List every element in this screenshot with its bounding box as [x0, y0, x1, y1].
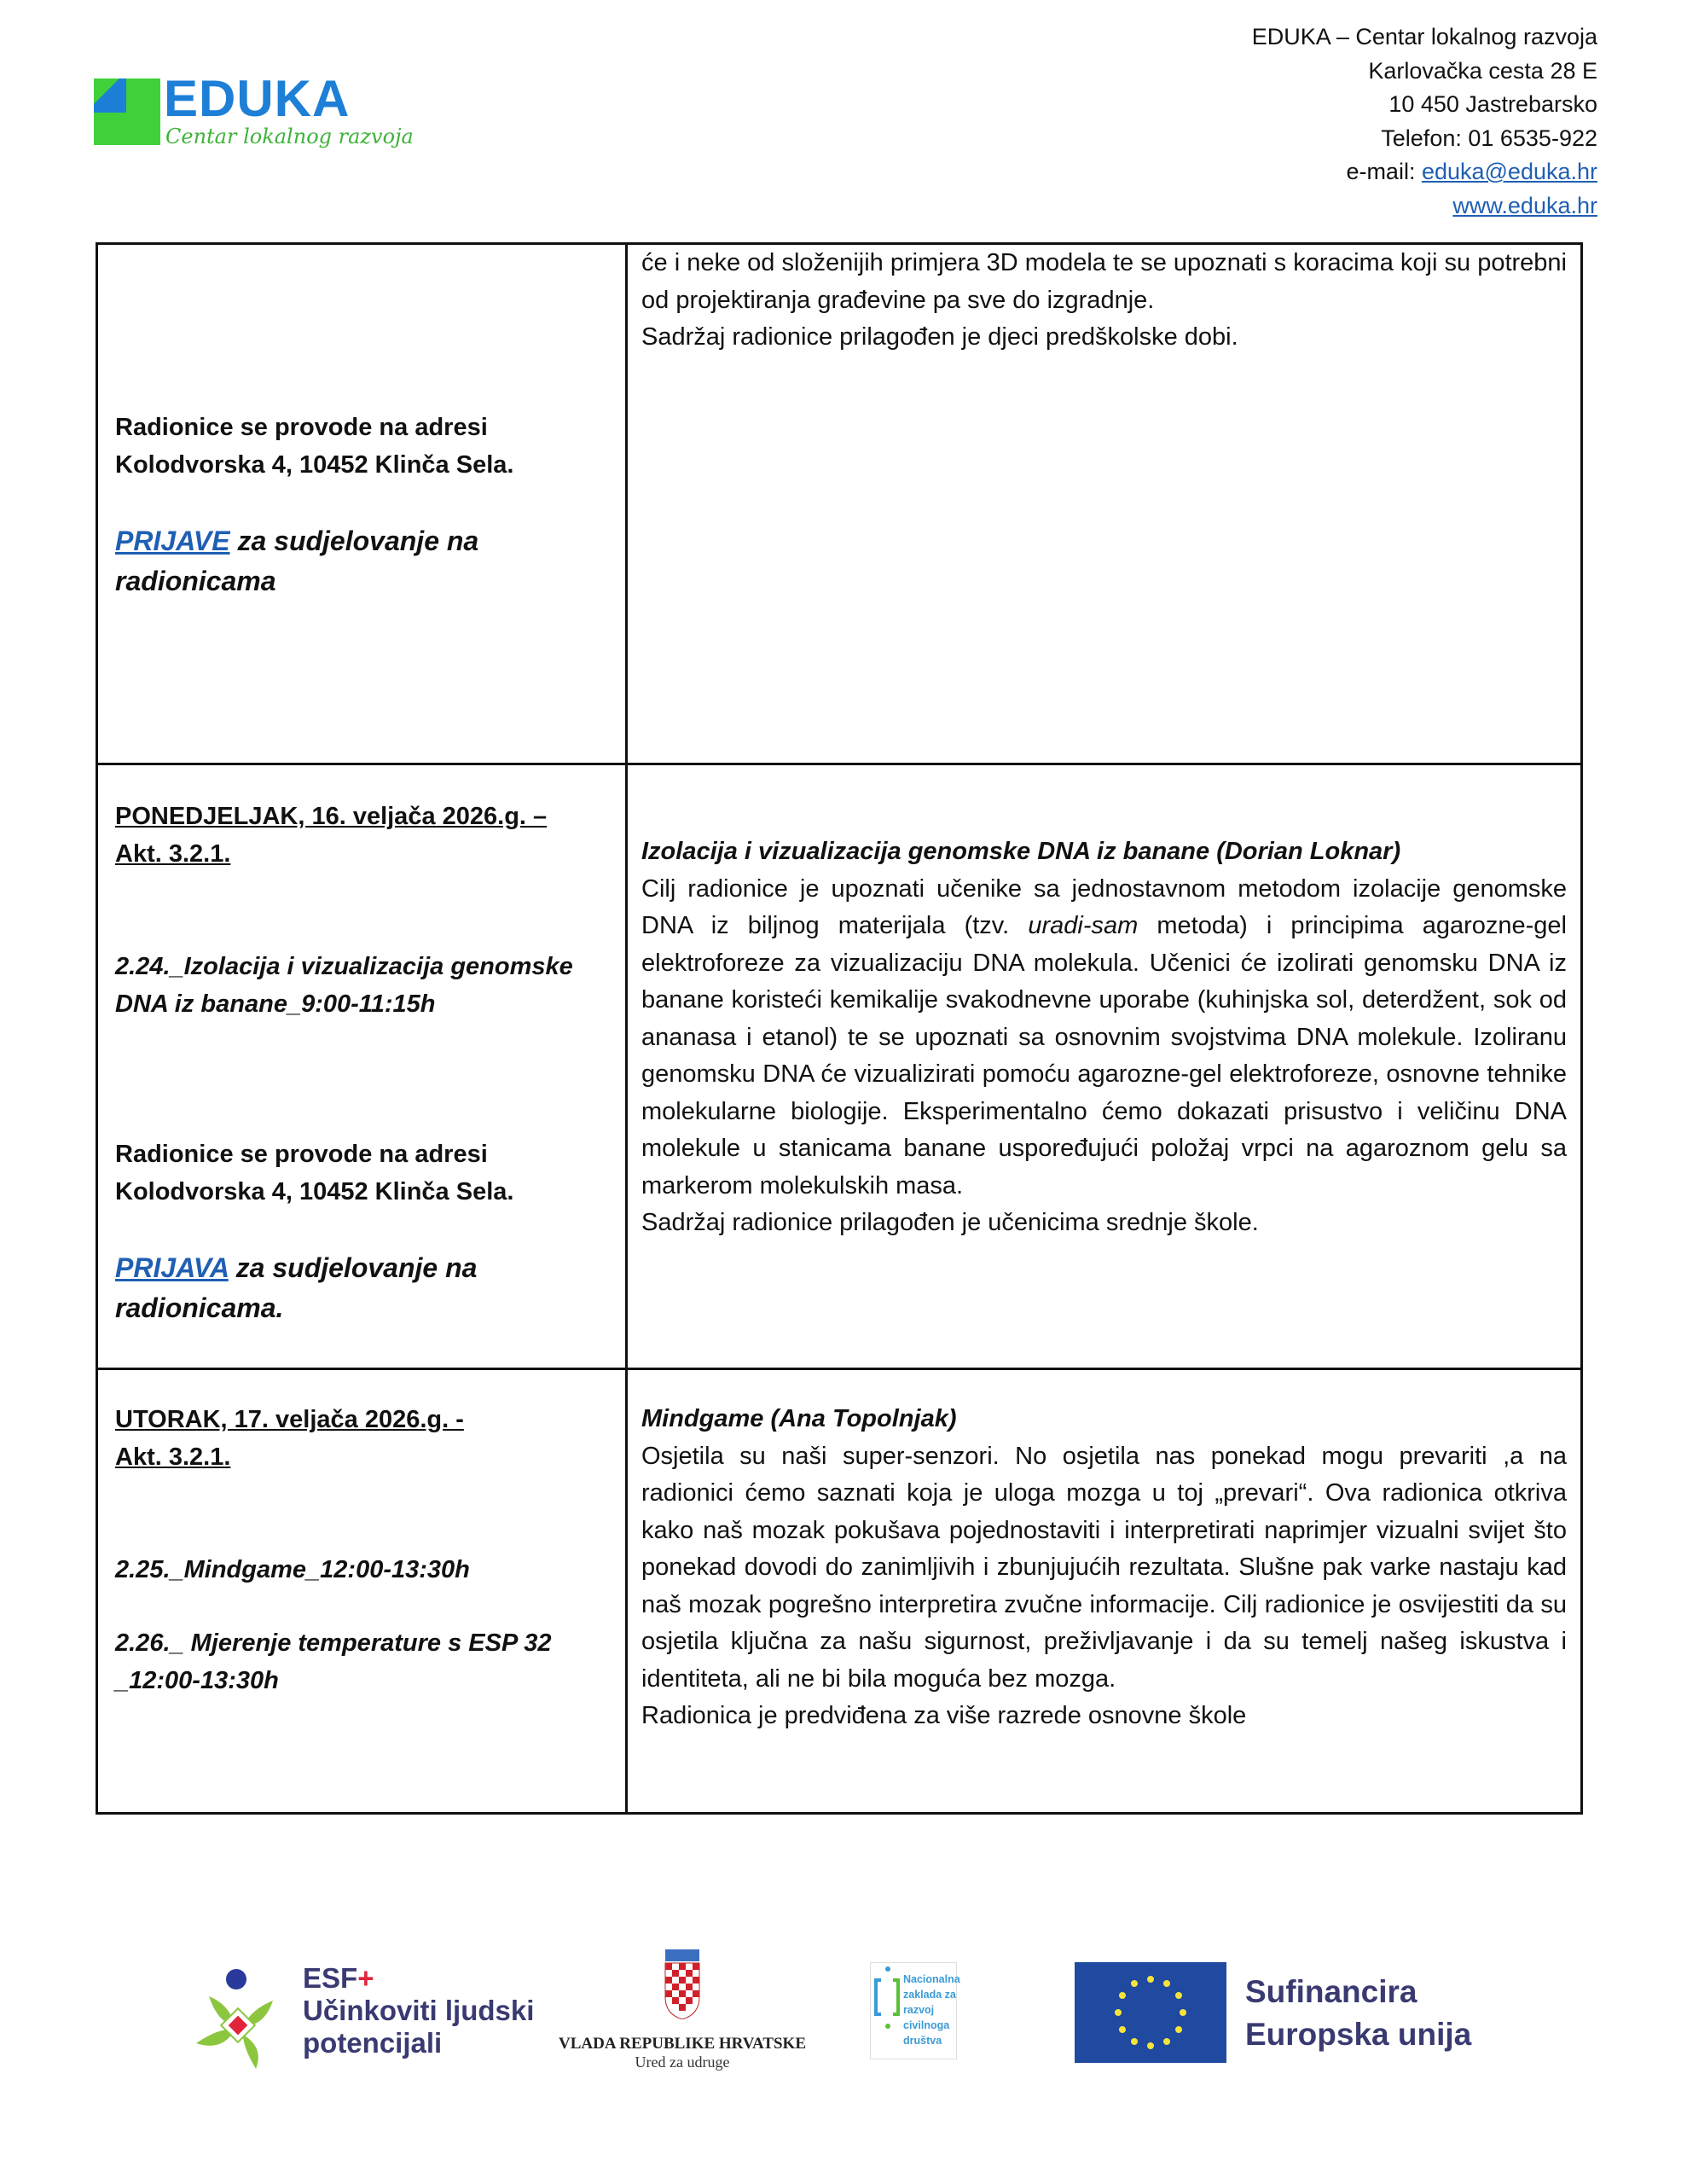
table-row — [97, 764, 1582, 1369]
activity-code: Akt. 3.2.1. — [115, 840, 231, 868]
vlada-title: VLADA REPUBLIKE HRVATSKE — [558, 2035, 807, 2053]
workshop-entry: 2.24._Izolacija i vizualizacija genomske DNA iz banane_9:00-11:15h — [115, 953, 573, 1018]
schedule-table — [96, 242, 1583, 1815]
workshop-entry: 2.25._Mindgame_12:00-13:30h — [115, 1556, 470, 1583]
workshop-title: Mindgame (Ana Topolnjak) — [641, 1405, 957, 1432]
table-row — [97, 244, 1582, 764]
vlada-subtitle: Ured za udruge — [635, 2053, 730, 2071]
location-line1: Radionice se provode na adresi — [115, 1141, 488, 1168]
description: će i neke od složenijih primjera 3D modela te se upoznati s koracima koji su potrebni od projektiranja građevine pa sve do izgradnje. — [641, 249, 1567, 314]
activity-code: Akt. 3.2.1. — [115, 1443, 231, 1471]
city: 10 450 Jastrebarsko — [1388, 91, 1597, 117]
audience: Sadržaj radionice prilagođen je učenicima srednje škole. — [641, 1209, 1259, 1236]
phone: Telefon: 01 6535-922 — [1381, 125, 1597, 151]
eduka-logo-mark-icon — [94, 78, 160, 145]
web-line — [1252, 189, 1597, 224]
left-cell — [97, 1369, 627, 1814]
workshop-entry: 2.26._ Mjerenje temperature s ESP 32 _12:00-13:30h — [115, 1629, 552, 1694]
street: Karlovačka cesta 28 E — [1368, 57, 1597, 84]
right-cell — [627, 244, 1582, 764]
eu-text: Sufinancira Europska unija — [1245, 1974, 1472, 2052]
table-row — [97, 1369, 1582, 1814]
left-cell — [97, 764, 627, 1369]
eu-flag — [1075, 1962, 1226, 2063]
eduka-wordmark: EDUKA — [164, 70, 351, 127]
nzr-logo — [870, 1962, 960, 2059]
signup-link[interactable]: PRIJAVA — [115, 1252, 229, 1283]
eduka-logo — [94, 70, 414, 160]
description: Cilj radionice je upoznati učenike sa jednostavnom metodom izolacije genomske DNA iz biljnog materijala (tzv. uradi-sam metoda) i principima agarozne-gel elektroforeze za vizualizaciju DNA molekula. Učenici će izolirati genomsku DNA iz banane koristeći kemikalije svakodnevne uporabe (kuhinjska sol, deterdžent, sok od ananasa i etanol) te se upoznati sa osnovnim svojstvima DNA molekule. Izoliranu genomsku DNA će vizualizirati pomoću agarozne-gel elektroforeze, osnovne tehnike molekularne biologije. Eksperimentalno ćemo dokazati prisustvo i veličinu DNA molekule u stanicama banane uspoređujući položaj vrpci na agaroznom gelu sa markerom molekulskih masa. — [641, 874, 1567, 1199]
org-name: EDUKA – Centar lokalnog razvoja — [1251, 24, 1597, 49]
location-line2: Kolodvorska 4, 10452 Klinča Sela. — [115, 1178, 514, 1205]
email-link[interactable]: eduka@eduka.hr — [1421, 159, 1597, 184]
esf-flower-icon — [192, 1962, 294, 2073]
left-cell — [97, 244, 627, 764]
email-line — [1252, 155, 1597, 189]
workshop-title: Izolacija i vizualizacija genomske DNA iz banane (Dorian Loknar) — [641, 838, 1401, 865]
location-line1: Radionice se provode na adresi — [115, 414, 488, 441]
nzr-text: Nacionalna zaklada za razvoj civilnoga društva — [903, 1973, 960, 2047]
right-cell — [627, 764, 1582, 1369]
signup-text: PRIJAVE za sudjelovanje na radionicama — [115, 526, 479, 596]
audience: Radionica je predviđena za više razrede osnovne škole — [641, 1702, 1247, 1729]
esf-text: ESF+ Učinkoviti ljudski potencijali — [303, 1962, 535, 2059]
eu-stars-icon — [1075, 1962, 1226, 2063]
email-label: e-mail: — [1346, 159, 1422, 184]
date-heading: UTORAK, 17. veljača 2026.g. - — [115, 1406, 464, 1433]
esf-logo — [192, 1962, 567, 2073]
contact-address — [1252, 20, 1597, 223]
signup-link[interactable]: PRIJAVE — [115, 526, 230, 556]
website-link[interactable]: www.eduka.hr — [1452, 192, 1597, 218]
signup-text: PRIJAVA za sudjelovanje na radionicama. — [115, 1252, 478, 1323]
sponsor-logos — [0, 1937, 1687, 2090]
right-cell — [627, 1369, 1582, 1814]
audience: Sadržaj radionice prilagođen je djeci predškolske dobi. — [641, 323, 1238, 351]
croatian-coat-of-arms-icon — [664, 1949, 701, 2019]
date-heading: PONEDJELJAK, 16. veljača 2026.g. – — [115, 803, 548, 830]
location-line2: Kolodvorska 4, 10452 Klinča Sela. — [115, 451, 514, 479]
vlada-logo — [554, 1949, 810, 2086]
eduka-tagline: Centar lokalnog razvoja — [165, 125, 414, 148]
description: Osjetila su naši super-senzori. No osjetila nas ponekad mogu prevariti ,a na radionici ćemo saznati koja je uloga mozga u toj „prevari“. Ova radionica otkriva kako naš mozak pokušava pojednostaviti i interpretirati naprimjer vizualni svijet što ponekad dovodi do zanimljivih i zbunjujućih rezultata. Slušne pak varke nastaju kad naš mozak pogrešno interpretira zvučne informacije. Cilj radionice je osvijestiti da su osjetila ključna za našu sigurnost, preživljavanje i da su temelj našeg iskustva i identiteta, ali ne bi bila moguća bez mozga. — [641, 1442, 1567, 1693]
nzr-bracket-icon — [872, 1965, 903, 2033]
